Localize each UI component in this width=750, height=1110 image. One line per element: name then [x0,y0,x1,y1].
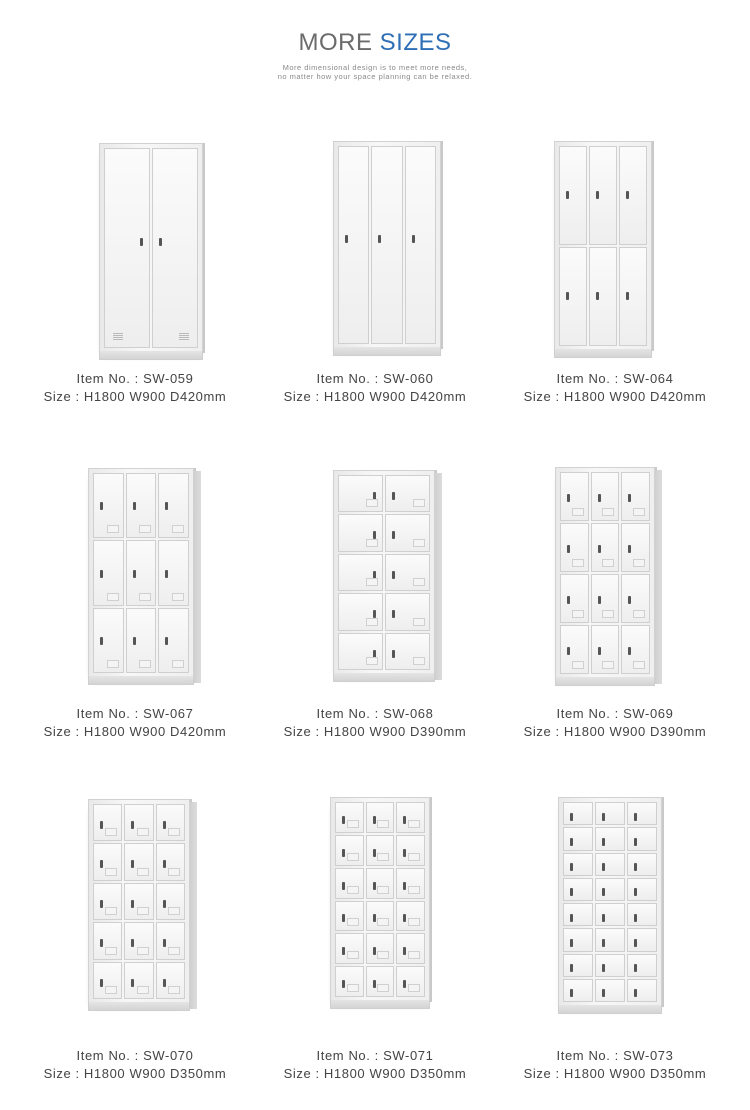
product-card-sw-060[interactable] [250,135,500,406]
item-size: Size : H1800 W900 D350mm [283,1066,467,1081]
item-number: Item No. : SW-069 [556,706,674,721]
product-card-sw-064[interactable] [490,135,740,406]
item-size: Size : H1800 W900 D420mm [43,724,227,739]
item-size: Size : H1800 W900 D350mm [43,1066,227,1081]
cabinet-image [490,797,740,1047]
item-number: Item No. : SW-067 [76,706,194,721]
item-size: Size : H1800 W900 D420mm [283,389,467,404]
item-size: Size : H1800 W900 D420mm [523,389,707,404]
item-number: Item No. : SW-070 [76,1048,194,1063]
item-size: Size : H1800 W900 D420mm [43,389,227,404]
cabinet-image [250,797,500,1047]
cabinet-image [10,135,260,370]
title-main: MORE [298,29,373,56]
product-card-sw-073[interactable] [490,797,740,1083]
cabinet-image [10,465,260,705]
item-number: Item No. : SW-059 [76,371,194,386]
cabinet-image [250,135,500,370]
cabinet-image [10,797,260,1047]
subtitle [0,63,750,81]
page-title [0,28,750,58]
subtitle-line-2: no matter how your space planning can be relaxed. [277,72,473,81]
item-number: Item No. : SW-073 [556,1048,674,1063]
product-card-sw-071[interactable] [250,797,500,1083]
item-size: Size : H1800 W900 D390mm [523,724,707,739]
item-size: Size : H1800 W900 D350mm [523,1066,707,1081]
subtitle-line-1: More dimensional design is to meet more needs, [282,63,468,72]
item-number: Item No. : SW-071 [316,1048,434,1063]
product-card-sw-069[interactable] [490,465,740,741]
product-card-sw-070[interactable] [10,797,260,1083]
item-number: Item No. : SW-064 [556,371,674,386]
cabinet-image [490,465,740,705]
item-number: Item No. : SW-068 [316,706,434,721]
product-card-sw-068[interactable] [250,465,500,741]
item-size: Size : H1800 W900 D390mm [283,724,467,739]
product-card-sw-067[interactable] [10,465,260,741]
cabinet-image [250,465,500,705]
title-accent: SIZES [379,29,452,56]
product-card-sw-059[interactable] [10,135,260,406]
header [0,28,750,81]
item-number: Item No. : SW-060 [316,371,434,386]
cabinet-image [490,135,740,370]
